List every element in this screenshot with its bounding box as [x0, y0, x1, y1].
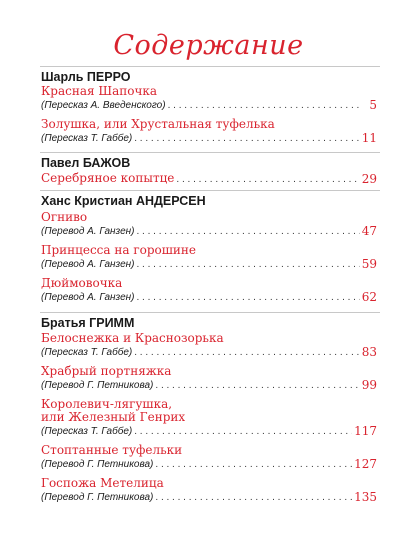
- dot-leader: [134, 133, 359, 145]
- dot-leader: [136, 226, 359, 238]
- page-number: 29: [361, 172, 377, 186]
- story-title[interactable]: Огниво: [41, 210, 88, 224]
- page-number: 127: [354, 457, 377, 471]
- author-heading: Ханс Кристиан АНДЕРСЕН: [41, 194, 206, 208]
- translator-note: (Перевод А. Ганзен): [41, 259, 135, 270]
- section-divider: [40, 312, 380, 313]
- story-title[interactable]: Золушка, или Хрустальная туфелька: [41, 117, 275, 131]
- toc-entry-line[interactable]: [41, 457, 377, 471]
- dot-leader: [176, 174, 359, 186]
- page-number: 117: [354, 424, 377, 438]
- page-number: 5: [369, 98, 377, 112]
- page-number: 11: [361, 131, 377, 145]
- toc-entry-line[interactable]: [41, 378, 377, 392]
- story-title[interactable]: Белоснежка и Краснозорька: [41, 331, 224, 345]
- translator-note: (Пересказ Т. Габбе): [41, 426, 133, 437]
- story-title[interactable]: Стоптанные туфельки: [41, 443, 183, 457]
- page-number: 47: [361, 224, 377, 238]
- story-title[interactable]: Красная Шапочка: [41, 84, 158, 98]
- translator-note: (Пересказ Т. Габбе): [41, 347, 133, 358]
- translator-note: (Перевод А. Ганзен): [41, 292, 135, 303]
- dot-leader: [134, 347, 359, 359]
- story-title: Серебряное копытце: [41, 171, 175, 185]
- dot-leader: [134, 426, 352, 438]
- section-divider: [40, 190, 380, 191]
- author-heading: Братья ГРИММ: [41, 316, 135, 330]
- dot-leader: [136, 292, 359, 304]
- toc-entry-line[interactable]: [41, 98, 377, 112]
- story-title-line2[interactable]: или Железный Генрих: [41, 410, 186, 424]
- toc-entry-line[interactable]: [41, 131, 377, 145]
- translator-note: (Перевод Г. Петникова): [41, 459, 154, 470]
- toc-entry-line[interactable]: [41, 424, 377, 438]
- translator-note: (Пересказ А. Введенского): [41, 100, 166, 111]
- page-number: 83: [361, 345, 377, 359]
- page-number: 59: [361, 257, 377, 271]
- dot-leader: [136, 259, 359, 271]
- section-divider: [40, 66, 380, 67]
- story-title[interactable]: Храбрый портняжка: [41, 364, 172, 378]
- dot-leader: [155, 380, 359, 392]
- section-divider: [40, 152, 380, 153]
- story-title[interactable]: Госпожа Метелица: [41, 476, 164, 490]
- story-title[interactable]: Дюймовочка: [41, 276, 123, 290]
- translator-note: (Пересказ Т. Габбе): [41, 133, 133, 144]
- page-title: Содержание: [113, 30, 304, 61]
- page-number: 62: [361, 290, 377, 304]
- translator-note: (Перевод А. Ганзен): [41, 226, 135, 237]
- page-number: 135: [354, 490, 377, 504]
- story-title-line1[interactable]: Королевич-лягушка,: [41, 397, 173, 411]
- toc-entry-line[interactable]: [41, 170, 377, 186]
- translator-note: (Перевод Г. Петникова): [41, 380, 154, 391]
- author-heading: Павел БАЖОВ: [41, 156, 131, 170]
- story-title[interactable]: Принцесса на горошине: [41, 243, 197, 257]
- toc-entry-line[interactable]: [41, 490, 377, 504]
- toc-entry-line[interactable]: [41, 224, 377, 238]
- dot-leader: [155, 492, 352, 504]
- toc-entry-line[interactable]: [41, 290, 377, 304]
- page-number: 99: [361, 378, 377, 392]
- dot-leader: [168, 100, 361, 112]
- toc-entry-line[interactable]: [41, 257, 377, 271]
- dot-leader: [155, 459, 352, 471]
- toc-entry-line[interactable]: [41, 345, 377, 359]
- author-heading: Шарль ПЕРРО: [41, 70, 131, 84]
- translator-note: (Перевод Г. Петникова): [41, 492, 154, 503]
